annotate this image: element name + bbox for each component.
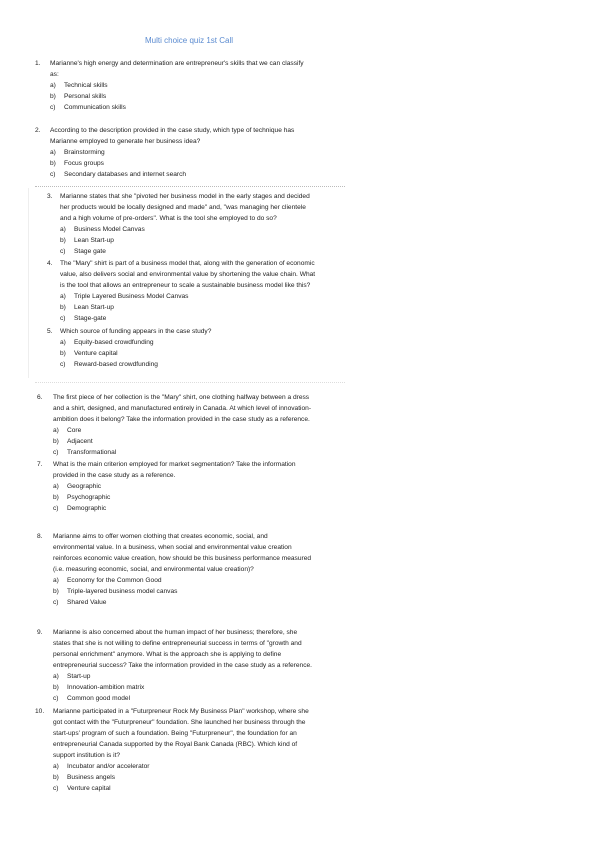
question-number: 10. — [35, 708, 45, 715]
option-text: Business angels — [67, 774, 116, 781]
question-text-line: Marianne participated in a "Futurpreneur Rock My Business Plan" workshop, where she — [53, 708, 309, 715]
question-number: 1. — [35, 60, 41, 67]
question-text-line: is the tool that allows an entrepreneur to scale a sustainable business model like this? — [60, 282, 311, 289]
question-text-line: reinforces economic value creation, how should be this business performance measured — [53, 555, 312, 562]
answer-option — [60, 291, 315, 302]
answer-option — [53, 772, 309, 783]
option-letter: a) — [53, 577, 59, 584]
option-letter: c) — [53, 505, 59, 512]
question-text-line: her products would be locally designed and made" and, "was managing her clientele — [60, 204, 306, 211]
answer-option — [50, 91, 304, 102]
option-text: Venture capital — [67, 785, 111, 792]
option-letter: a) — [53, 673, 59, 680]
answer-option — [53, 425, 311, 436]
option-text: Common good model — [67, 695, 131, 702]
option-text: Geographic — [67, 483, 102, 490]
question-text-line: and a shirt, designed, and manufactured entirely in Canada. At which level of innovation- — [53, 405, 312, 412]
answer-option — [53, 436, 311, 447]
option-letter: b) — [53, 774, 59, 781]
question-text-line: states that she is not willing to define entrepreneurial success in terms of "growth and — [53, 640, 302, 647]
option-letter: c) — [60, 361, 66, 368]
option-text: Venture capital — [74, 350, 118, 357]
question-text-line: and a high volume of pre-orders". What is the tool she employed to do so? — [60, 215, 277, 222]
option-text: Focus groups — [64, 160, 104, 167]
option-text: Lean Start-up — [74, 237, 114, 244]
option-letter: b) — [53, 588, 59, 595]
question-body — [60, 191, 310, 257]
option-letter: a) — [53, 427, 59, 434]
option-letter: a) — [53, 483, 59, 490]
question-text-line: Marianne employed to generate her business idea? — [50, 138, 201, 145]
question-text-line: Marianne is also concerned about the human impact of her business; therefore, she — [53, 629, 298, 636]
option-text: Adjacent — [67, 438, 93, 445]
question-text-line: environmental value. In a business, when social and environmental value creation — [53, 544, 292, 551]
option-letter: b) — [53, 438, 59, 445]
question-text-line: According to the description provided in the case study, which type of technique has — [50, 127, 295, 134]
answer-option — [53, 783, 309, 794]
question-text-line: support institution is it? — [53, 752, 121, 759]
question-body — [53, 459, 296, 514]
question-text-line: start-ups' program of such a foundation. Being "Futurpreneur", the foundation for an — [53, 730, 297, 737]
answer-option — [60, 337, 211, 348]
question-body — [53, 531, 311, 608]
document-title: Multi choice quiz 1st Call — [145, 36, 234, 45]
option-text: Economy for the Common Good — [67, 577, 162, 584]
option-letter: b) — [53, 494, 59, 501]
option-text: Personal skills — [64, 93, 107, 100]
option-text: Equity-based crowdfunding — [74, 339, 154, 346]
question-text-line: ambition does it belong? Take the information provided in the case study as a reference. — [53, 416, 310, 423]
option-text: Innovation-ambition matrix — [67, 684, 145, 691]
option-text: Brainstorming — [64, 149, 105, 156]
option-letter: c) — [53, 599, 59, 606]
option-letter: c) — [60, 315, 66, 322]
answer-option — [53, 447, 311, 458]
option-letter: b) — [60, 350, 66, 357]
question-body — [60, 258, 315, 324]
question-number: 5. — [47, 328, 53, 335]
answer-option — [53, 693, 312, 704]
divider — [35, 382, 345, 383]
option-text: Technical skills — [64, 82, 108, 89]
question-number: 7. — [37, 461, 43, 468]
option-letter: a) — [60, 226, 66, 233]
option-text: Stage-gate — [74, 315, 107, 322]
option-letter: b) — [53, 684, 59, 691]
question-text-line: personal enrichment" anymore. What is the approach she is applying to define — [53, 651, 282, 658]
question-text-line: provided in the case study as a reference. — [53, 472, 176, 479]
option-text: Reward-based crowdfunding — [74, 361, 158, 368]
option-letter: c) — [60, 248, 66, 255]
question-text-line: (i.e. measuring economic, social, and environmental value creation)? — [53, 566, 254, 573]
option-letter: c) — [53, 449, 59, 456]
option-text: Incubator and/or accelerator — [67, 763, 150, 770]
question-body — [50, 58, 304, 113]
option-text: Triple-layered business model canvas — [67, 588, 178, 595]
question-text-line: What is the main criterion employed for market segmentation? Take the information — [53, 461, 296, 468]
option-text: Core — [67, 427, 82, 434]
answer-option — [60, 302, 315, 313]
answer-option — [50, 80, 304, 91]
question-text-line: Which source of funding appears in the case study? — [60, 328, 212, 335]
answer-option — [60, 224, 310, 235]
answer-option — [50, 147, 294, 158]
question-text-line: Marianne aims to offer women clothing that creates economic, social, and — [53, 533, 268, 540]
option-text: Secondary databases and internet search — [64, 171, 187, 178]
option-text: Demographic — [67, 505, 107, 512]
answer-option — [50, 169, 294, 180]
option-letter: a) — [50, 82, 56, 89]
question-text-line: Marianne's high energy and determination are entrepreneur's skills that we can classify — [50, 60, 304, 67]
question-text-line: The first piece of her collection is the "Mary" shirt, one clothing halfway between a dress — [53, 394, 310, 401]
answer-option — [60, 313, 315, 324]
option-text: Lean Start-up — [74, 304, 114, 311]
option-text: Business Model Canvas — [74, 226, 145, 233]
question-text-line: as: — [50, 71, 59, 78]
option-text: Shared Value — [67, 599, 107, 606]
divider — [35, 186, 345, 187]
question-body — [50, 125, 294, 180]
answer-option — [53, 575, 311, 586]
option-letter: b) — [60, 237, 66, 244]
option-letter: c) — [53, 695, 59, 702]
answer-option — [60, 348, 211, 359]
option-letter: a) — [50, 149, 56, 156]
question-text-line: The "Mary" shirt is part of a business model that, along with the generation of economic — [60, 260, 315, 267]
question-number: 8. — [37, 533, 43, 540]
option-letter: a) — [53, 763, 59, 770]
option-letter: b) — [60, 304, 66, 311]
question-body — [53, 706, 309, 794]
option-letter: c) — [53, 785, 59, 792]
answer-option — [50, 158, 294, 169]
question-text-line: Marianne states that she "pivoted her business model in the early stages and decided — [60, 193, 310, 200]
answer-option — [53, 671, 312, 682]
answer-option — [60, 359, 211, 370]
question-text-line: entrepreneurial success? Take the information provided in the case study as a reference. — [53, 662, 313, 669]
option-text: Psychographic — [67, 494, 111, 501]
option-text: Triple Layered Business Model Canvas — [74, 293, 189, 300]
answer-option — [60, 246, 310, 257]
option-text: Stage gate — [74, 248, 106, 255]
option-letter: b) — [50, 160, 56, 167]
option-letter: b) — [50, 93, 56, 100]
question-text-line: got contact with the "Futurpreneur" foundation. She launched her business through the — [53, 719, 306, 726]
option-text: Communication skills — [64, 104, 126, 111]
option-letter: c) — [50, 171, 56, 178]
question-body — [53, 627, 312, 704]
option-text: Start-up — [67, 673, 91, 680]
option-letter: c) — [50, 104, 56, 111]
question-number: 9. — [37, 629, 43, 636]
question-text-line: value, also delivers social and environmental value by shortening the value chain. What — [60, 271, 316, 278]
question-text-line: entrepreneurial Canada supported by the Royal Bank Canada (RBC). Which kind of — [53, 741, 298, 748]
question-body — [60, 326, 211, 370]
option-text: Transformational — [67, 449, 117, 456]
answer-option — [60, 235, 310, 246]
option-letter: a) — [60, 293, 66, 300]
answer-option — [50, 102, 304, 113]
answer-option — [53, 761, 309, 772]
option-letter: a) — [60, 339, 66, 346]
answer-option — [53, 481, 296, 492]
answer-option — [53, 586, 311, 597]
question-number: 6. — [37, 394, 43, 401]
answer-option — [53, 503, 296, 514]
answer-option — [53, 492, 296, 503]
answer-option — [53, 682, 312, 693]
question-body — [53, 392, 311, 458]
answer-option — [53, 597, 311, 608]
question-number: 2. — [35, 127, 41, 134]
question-number: 4. — [47, 260, 53, 267]
question-number: 3. — [47, 193, 53, 200]
